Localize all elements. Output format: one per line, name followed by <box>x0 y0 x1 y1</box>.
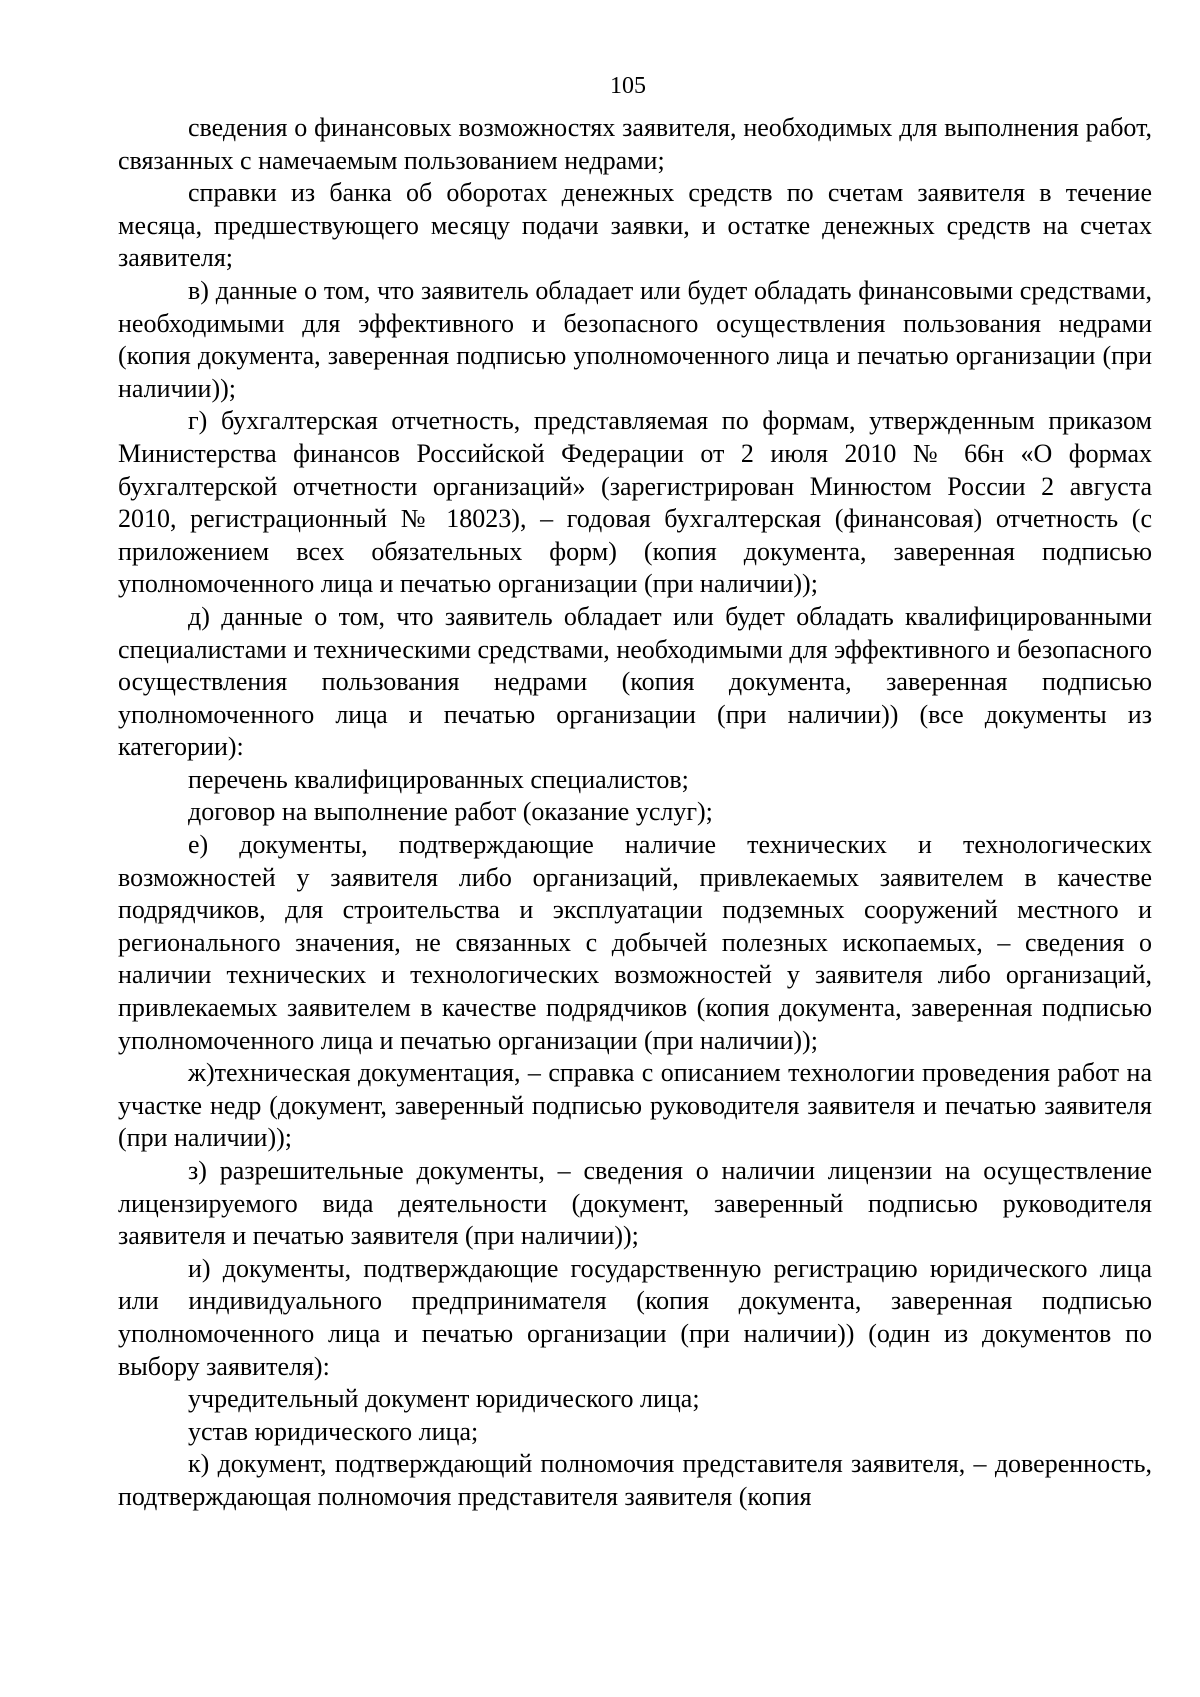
paragraph: ж)техническая документация, – справка с описанием технологии проведения работ на участке недр (документ, заверенный подписью руководителя заявителя и печатью заявителя (при наличии)); <box>118 1058 1152 1153</box>
paragraph: устав юридического лица; <box>188 1416 479 1446</box>
paragraph: учредительный документ юридического лица; <box>188 1384 700 1414</box>
paragraph: справки из банка об оборотах денежных средств по счетам заявителя в течение месяца, предшествующего месяцу подачи заявки, и остатке денежных средств на счетах заявителя; <box>118 178 1152 273</box>
paragraph: и) документы, подтверждающие государственную регистрацию юридического лица или индивидуального предпринимателя (копия документа, заверенная подписью уполномоченного лица и печатью организации (при наличии)) (один из документов по выбору заявителя): <box>118 1253 1152 1381</box>
paragraph: д) данные о том, что заявитель обладает или будет обладать квалифицированными специалистами и техническими средствами, необходимыми для эффективного и безопасного осуществления пользования недрами (копия документа, заверенная подписью уполномоченного лица и печатью организации (при наличии)) (все документы из категории): <box>118 601 1152 762</box>
document-body <box>118 112 1152 1514</box>
paragraph: к) документ, подтверждающий полномочия представителя заявителя, – доверенность, подтверждающая полномочия представителя заявителя (копия <box>118 1449 1152 1511</box>
paragraph: з) разрешительные документы, – сведения о наличии лицензии на осуществление лицензируемого вида деятельности (документ, заверенный подписью руководителя заявителя и печатью заявителя (при наличии)); <box>118 1156 1152 1251</box>
paragraph: е) документы, подтверждающие наличие технических и технологических возможностей у заявителя либо организаций, привлекаемых заявителем в качестве подрядчиков, для строительства и эксплуатации подземных сооружений местного и регионального значения, не связанных с добычей полезных ископаемых, – сведения о наличии технических и технологических возможностей у заявителя либо организаций, привлекаемых заявителем в качестве подрядчиков (копия документа, заверенная подписью уполномоченного лица и печатью организации (при наличии)); <box>118 830 1152 1055</box>
paragraph: сведения о финансовых возможностях заявителя, необходимых для выполнения работ, связанных с намечаемым пользованием недрами; <box>118 113 1152 175</box>
paragraph: в) данные о том, что заявитель обладает или будет обладать финансовыми средствами, необходимыми для эффективного и безопасного осуществления пользования недрами (копия документа, заверенная подписью уполномоченного лица и печатью организации (при наличии)); <box>118 275 1152 403</box>
page-number: 105 <box>610 73 646 99</box>
paragraph: г) бухгалтерская отчетность, представляемая по формам, утвержденным приказом Министерства финансов Российской Федерации от 2 июля 2010 № 66н «О формах бухгалтерской отчетности организаций» (зарегистрирован Минюстом России 2 августа 2010, регистрационный № 18023), – годовая бухгалтерская (финансовая) отчетность (с приложением всех обязательных форм) (копия документа, заверенная подписью уполномоченного лица и печатью организации (при наличии)); <box>118 406 1152 599</box>
paragraph: перечень квалифицированных специалистов; <box>188 764 689 794</box>
paragraph: договор на выполнение работ (оказание услуг); <box>188 797 713 827</box>
